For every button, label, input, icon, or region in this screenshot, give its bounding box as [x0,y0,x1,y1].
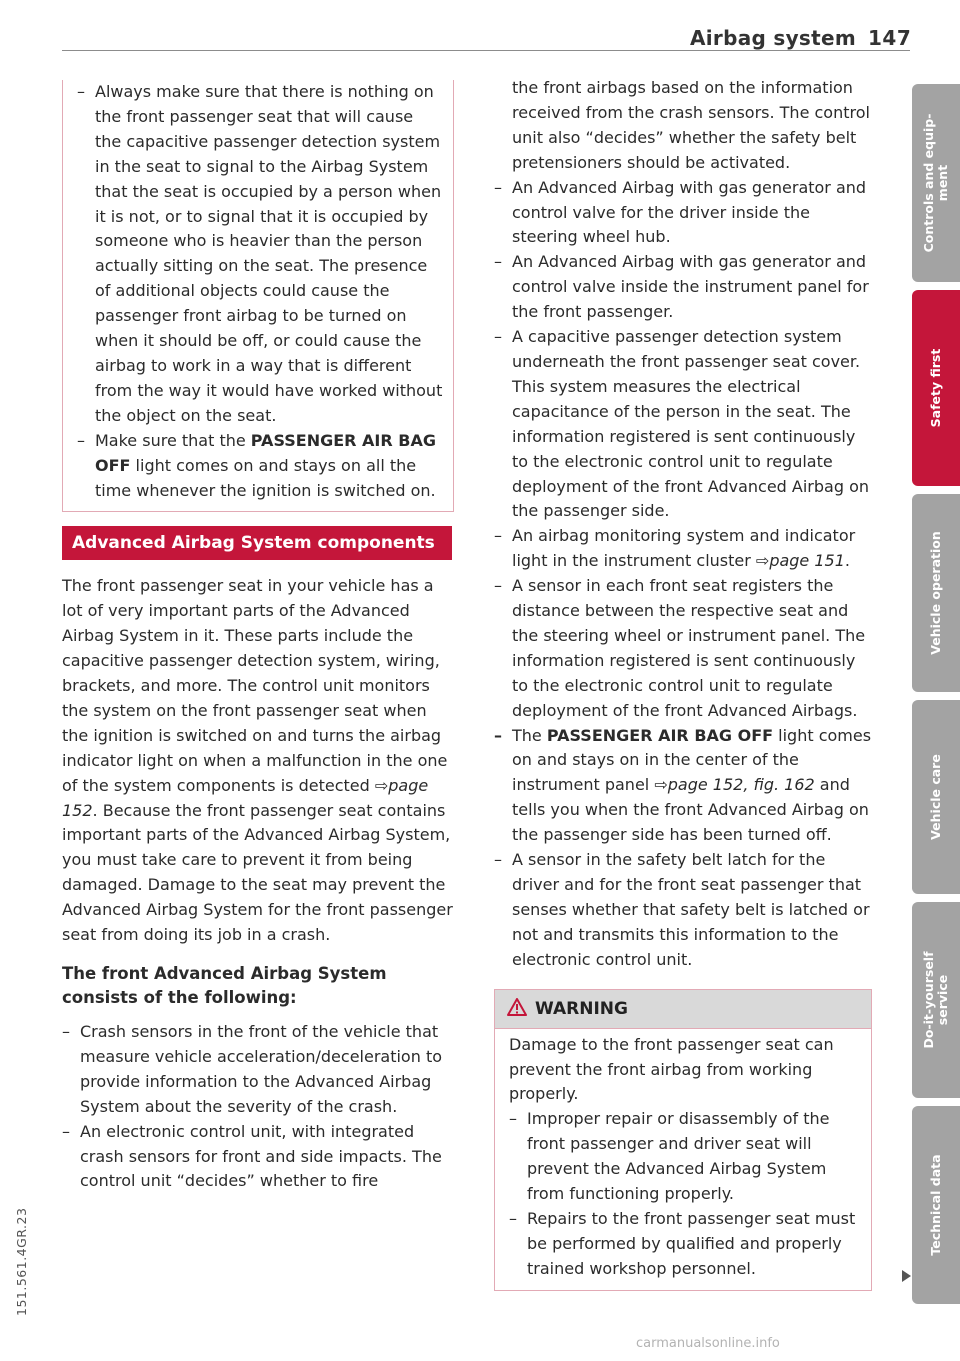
warning-intro: Damage to the front passenger seat can prevent the front airbag from working properly. [509,1034,834,1104]
indicator-name: PASSENGER AIR BAG OFF [95,430,436,475]
warning-body [495,1029,871,1290]
cross-reference-arrow-icon: ⇨ [374,775,389,795]
tab-safety-first[interactable]: Safety first [912,290,960,486]
caution-box [62,80,454,512]
caution-item: – Make sure that the PASSENGER AIR BAG OFF light comes on and stays on all the time whenever the ignition is switched on. [77,429,443,504]
continue-arrow-icon [902,1270,911,1282]
list-item: – An airbag monitoring system and indicator light in the instrument cluster ⇨page 151. [494,524,874,574]
list-item: – A capacitive passenger detection system underneath the front passenger seat cover. This system measures the electrical capacitance of the person in the seat. The information registered is sent continuously to the electronic control unit to regulate deployment of the front Advanced Airbag on the passenger side. [494,325,874,524]
watermark: carmanualsonline.info [636,1336,780,1351]
list-item: – A sensor in the safety belt latch for the driver and for the front seat passenger that senses whether that safety belt is latched or not and transmits this information to the electronic control unit. [494,848,874,973]
list-item: – The PASSENGER AIR BAG OFF light comes on and stays on in the center of the instrument panel ⇨page 152, fig. 162 and tells you when the front Advanced Airbag on the passenger side has been turned off. [494,724,874,849]
intro-paragraph: The front passenger seat in your vehicle has a lot of very important parts of the Advanced Airbag System in it. These parts include the capacitive passenger detection system, wiring, brackets, and more. The control unit monitors the system on the front passenger seat when the ignition is switched on and turns the airbag indicator light on when a malfunction in the one of the system components is detected ⇨page 152. Because the front passenger seat contains important parts of the Advanced Airbag System, you must take care to prevent it from being damaged. Damage to the seat may prevent the Advanced Airbag System for the front passenger seat from doing its job in a crash. [62,576,453,945]
tab-controls-and-equipment[interactable]: Controls and equip- ment [912,84,960,282]
caution-item: – Always make sure that there is nothing on the front passenger seat that will cause the capacitive passenger detection system in the seat to signal to the Airbag System that the seat is occupied by a person when it is not, or to signal that it is occupied by someone who is heavier than the person actually sitting on the seat. The presence of additional objects could cause the passenger front airbag to be turned on when it should be off, or could cause the airbag to work in a way that is different from the way it would have worked without the object on the seat. [77,80,443,429]
indicator-name: PASSENGER AIR BAG OFF [546,725,774,745]
tab-vehicle-care[interactable]: Vehicle care [912,700,960,894]
components-subheading: The front Advanced Airbag System consists of the following: [62,964,387,1007]
tab-do-it-yourself-service[interactable]: Do-it-yourself service [912,902,960,1098]
page-reference-link[interactable]: page 152, fig. 162 [667,775,815,795]
left-column [62,80,454,1194]
header-rule [62,50,910,51]
right-column [494,76,874,1291]
page-number: 147 [868,26,912,50]
section-heading: Advanced Airbag System components [62,526,452,560]
warning-header [495,990,871,1029]
cross-reference-arrow-icon: ⇨ [654,775,668,795]
tab-technical-data[interactable]: Technical data [912,1106,960,1304]
page-reference-link[interactable]: page 152 [62,775,429,820]
warning-title: WARNING [535,998,628,1019]
list-item: – An Advanced Airbag with gas generator and control valve inside the instrument panel for the front passenger. [494,250,874,325]
page-reference-link[interactable]: page 151 [769,551,845,571]
warning-item: – Improper repair or disassembly of the front passenger and driver seat will prevent the Advanced Airbag System from functioning properly. [509,1107,859,1207]
warning-list [509,1107,859,1281]
list-item: – A sensor in each front seat registers the distance between the respective seat and the steering wheel or instrument panel. The information registered is sent continuously to the electronic control unit to regulate deployment of the front Advanced Airbags. [494,574,874,723]
components-list [62,1020,454,1194]
list-item: – An electronic control unit, with integrated crash sensors for front and side impacts. The control unit “decides” whether to fire [62,1120,454,1195]
list-item-continuation: the front airbags based on the information received from the crash sensors. The control unit also “decides” whether the safety belt pretensioners should be activated. [512,78,870,172]
warning-item: – Repairs to the front passenger seat must be performed by qualified and properly trained workshop personnel. [509,1207,859,1282]
components-list-continued [494,176,874,973]
document-code: 151.561.4GR.23 [14,1207,29,1316]
page-header-title: Airbag system [690,26,856,50]
tab-vehicle-operation[interactable]: Vehicle operation [912,494,960,692]
warning-triangle-icon [507,998,527,1016]
cross-reference-arrow-icon: ⇨ [755,551,770,571]
list-item: – Crash sensors in the front of the vehicle that measure vehicle acceleration/deceleration to provide information to the Advanced Airbag System about the severity of the crash. [62,1020,454,1120]
list-item: – An Advanced Airbag with gas generator and control valve for the driver inside the steering wheel hub. [494,176,874,251]
warning-box [494,989,872,1291]
